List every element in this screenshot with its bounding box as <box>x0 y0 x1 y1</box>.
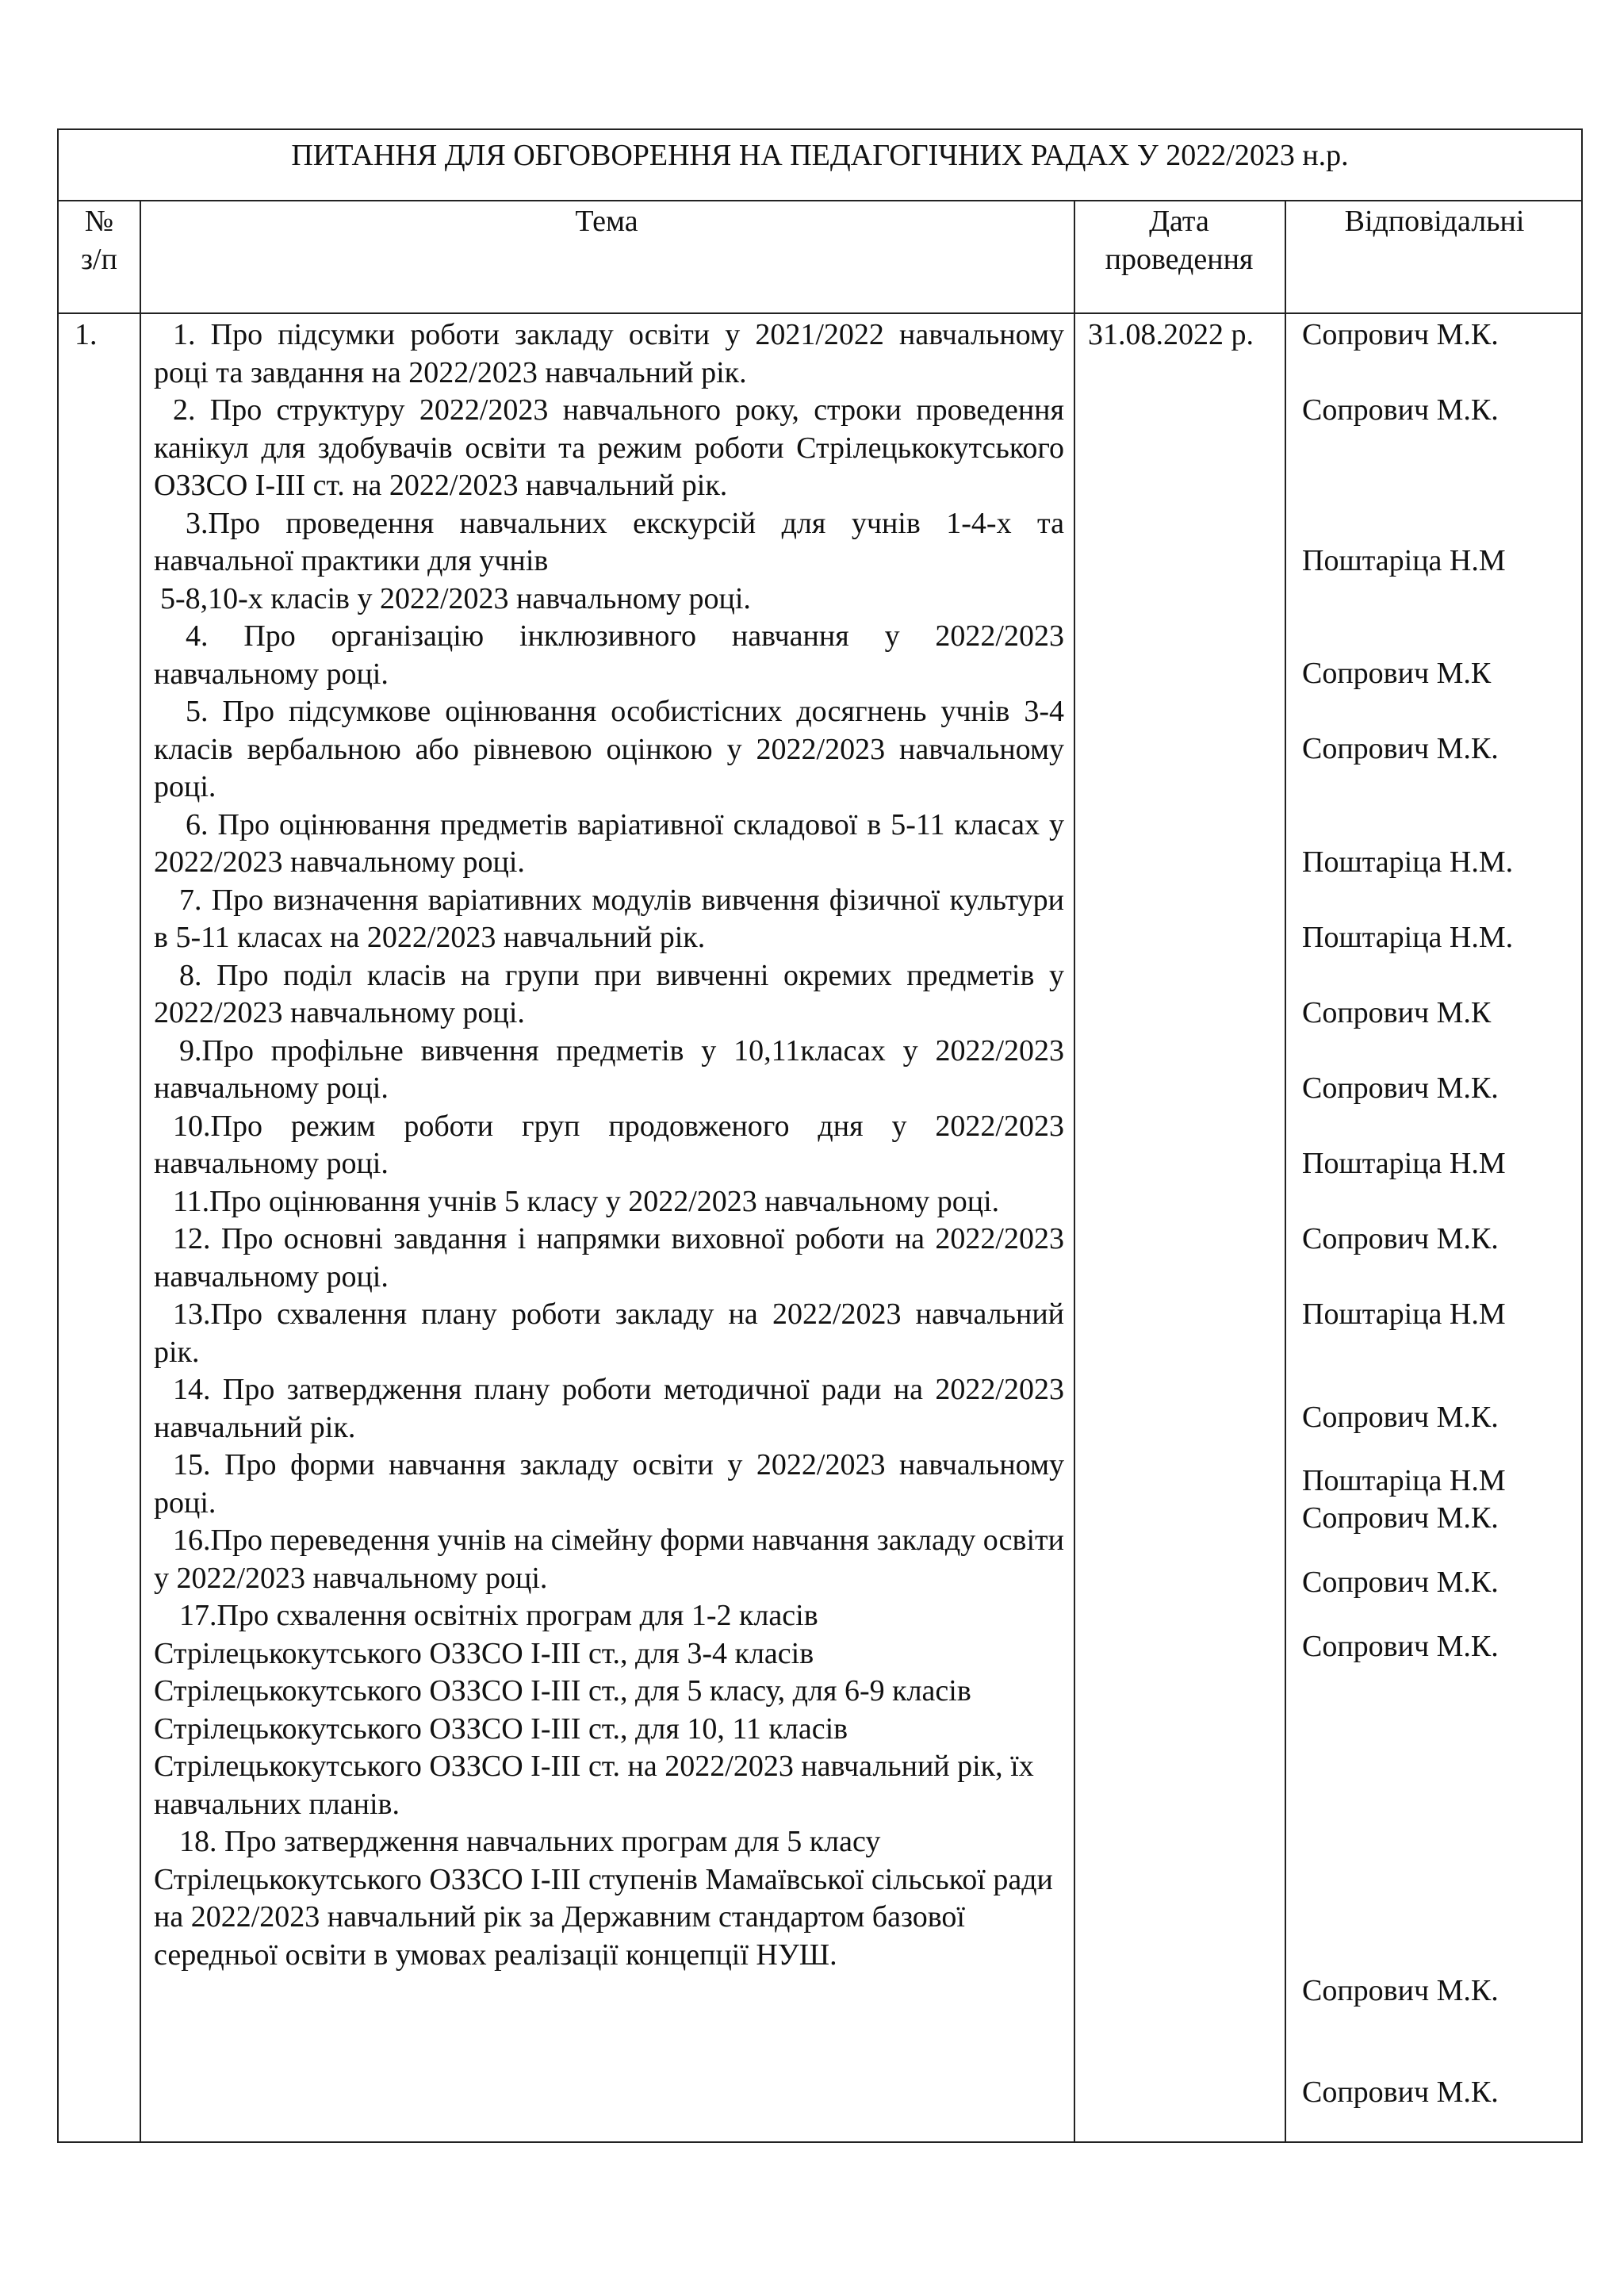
topic-item: 12. Про основні завдання і напрямки виховної роботи на 2022/2023 навчальному році. <box>154 1222 1064 1294</box>
responsible-person: Сопрович М.К. <box>1302 318 1499 351</box>
responsible-person: Сопрович М.К. <box>1302 1501 1499 1535</box>
title-divider <box>59 200 1581 201</box>
topic-item: 3.Про проведення навчальних екскурсій для учнів 1-4-х та навчальної практики для учнів <box>154 506 1064 577</box>
responsible-person: Сопрович М.К. <box>1302 732 1499 765</box>
topic-item: 2. Про структуру 2022/2023 навчального року, строки проведення канікул для здобувачів освіти та режим роботи Стрілецькокутського ОЗЗСО І-ІІІ ст. на 2022/2023 навчальний рік. <box>154 393 1064 502</box>
responsible-person: Сопрович М.К <box>1302 657 1492 690</box>
topics-list <box>154 316 1064 1974</box>
column-divider-number <box>140 200 141 2141</box>
column-divider-date <box>1285 200 1286 2141</box>
topic-item: 5-8,10-х класів у 2022/2023 навчальному році. <box>160 581 751 615</box>
table-title: ПИТАННЯ ДЛЯ ОБГОВОРЕННЯ НА ПЕДАГОГІЧНИХ РАДАХ У 2022/2023 н.р. <box>291 139 1349 172</box>
header-divider <box>59 312 1581 314</box>
responsible-person: Сопрович М.К. <box>1302 1630 1499 1663</box>
header-number-line1: № <box>84 205 114 238</box>
topic-item: 6. Про оцінювання предметів варіативної складової в 5-11 класах у 2022/2023 навчальному році. <box>154 807 1064 879</box>
topic-item: 1. Про підсумки роботи закладу освіти у 2021/2022 навчальному році та завдання на 2022/2023 навчальний рік. <box>154 318 1064 389</box>
header-topic: Тема <box>575 205 638 238</box>
responsible-person: Поштаріца Н.М. <box>1302 921 1514 954</box>
topic-item: 14. Про затвердження плану роботи методичної ради на 2022/2023 навчальний рік. <box>154 1373 1064 1444</box>
topic-item: 4. Про організацію інклюзивного навчання у 2022/2023 навчальному році. <box>154 619 1064 691</box>
responsible-person: Сопрович М.К. <box>1302 1401 1499 1434</box>
plan-table <box>57 128 1583 2143</box>
header-number-line2: з/п <box>81 242 117 276</box>
row-number: 1. <box>75 318 98 351</box>
responsible-person: Сопрович М.К. <box>1302 1974 1499 2007</box>
topic-item: 15. Про форми навчання закладу освіти у 2022/2023 навчальному році. <box>154 1448 1064 1520</box>
topic-item: 17.Про схвалення освітніх програм для 1-2 класів Стрілецькокутського ОЗЗСО І-ІІІ ст., для 3-4 класів Стрілецькокутського ОЗЗСО І-ІІІ ст., для 5 класу, для 6-9 класів Стрілецькокутського ОЗЗСО І-ІІІ ст., для 10, 11 класів Стрілецькокутського ОЗЗСО І-ІІІ ст. на 2022/2023 навчальний рік, їх навчальних планів. <box>154 1599 1034 1821</box>
responsible-person: Поштаріца Н.М <box>1302 1297 1506 1331</box>
responsible-person: Поштаріца Н.М. <box>1302 845 1514 879</box>
topic-item: 13.Про схвалення плану роботи закладу на 2022/2023 навчальний рік. <box>154 1297 1064 1369</box>
header-number <box>59 203 140 278</box>
header-date <box>1074 203 1285 278</box>
responsible-person: Сопрович М.К. <box>1302 1566 1499 1599</box>
responsible-person: Сопрович М.К. <box>1302 2076 1499 2109</box>
responsible-person: Поштаріца Н.М <box>1302 1147 1506 1180</box>
topic-item: 11.Про оцінювання учнів 5 класу у 2022/2023 навчальному році. <box>173 1184 1000 1218</box>
responsible-person: Сопрович М.К <box>1302 996 1492 1029</box>
responsible-person: Поштаріца Н.М <box>1302 544 1506 577</box>
topic-item: 9.Про профільне вивчення предметів у 10,11класах у 2022/2023 навчальному році. <box>154 1033 1064 1105</box>
topic-item: 10.Про режим роботи груп продовженого дня у 2022/2023 навчальному році. <box>154 1109 1064 1180</box>
topic-item: 16.Про переведення учнів на сімейну форми навчання закладу освіти у 2022/2023 навчальному році. <box>154 1524 1064 1595</box>
responsible-person: Сопрович М.К. <box>1302 393 1499 427</box>
row-date: 31.08.2022 р. <box>1088 318 1254 351</box>
responsible-person: Сопрович М.К. <box>1302 1222 1499 1255</box>
responsible-person: Поштаріца Н.М <box>1302 1464 1506 1497</box>
column-divider-topic <box>1074 200 1075 2141</box>
header-date-line2: проведення <box>1105 242 1254 276</box>
responsible-person: Сопрович М.К. <box>1302 1071 1499 1105</box>
topic-item: 5. Про підсумкове оцінювання особистісних досягнень учнів 3-4 класів вербальною або рівневою оцінкою у 2022/2023 навчальному році. <box>154 695 1064 803</box>
header-date-line1: Дата <box>1149 205 1209 238</box>
topic-item: 8. Про поділ класів на групи при вивченні окремих предметів у 2022/2023 навчальному році. <box>154 958 1064 1029</box>
topic-item: 18. Про затвердження навчальних програм для 5 класу Стрілецькокутського ОЗЗСО І-ІІІ ступенів Мамаївської сільської ради на 2022/2023 навчальний рік за Державним стандартом базової середньої освіти в умовах реалізації концепції НУШ. <box>154 1825 1053 1972</box>
topic-item: 7. Про визначення варіативних модулів вивчення фізичної культури в 5-11 класах на 2022/2023 навчальний рік. <box>154 883 1064 954</box>
header-responsible: Відповідальні <box>1344 205 1525 238</box>
